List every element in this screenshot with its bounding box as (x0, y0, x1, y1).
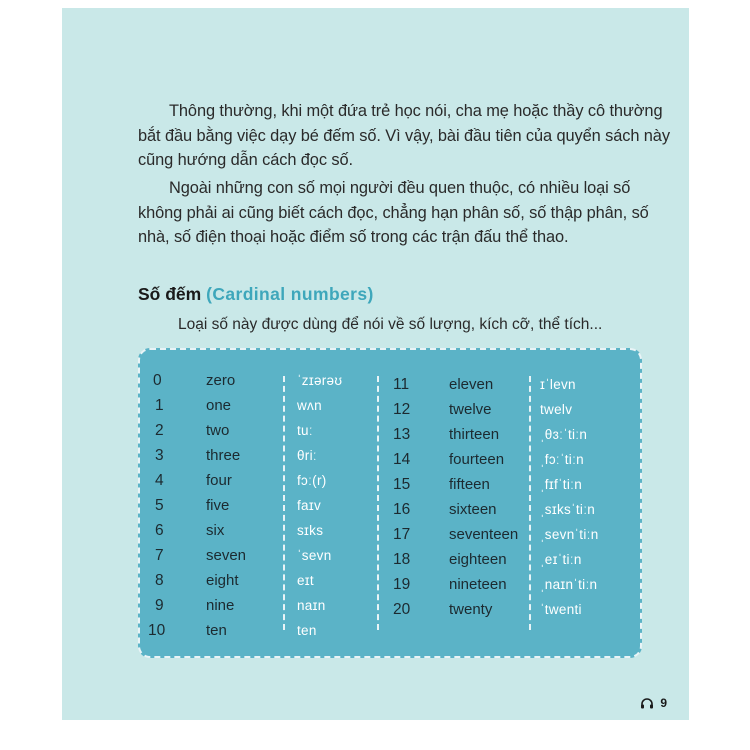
ipa-cell: faɪv (297, 498, 322, 513)
intro-paragraph-1: Thông thường, khi một đứa trẻ học nói, cha mẹ hoặc thầy cô thường bắt đầu bằng việc dạy bé đếm số. Vì vậy, bài đầu tiên của quyển sách này cũng hướng dẫn cách đọc số. (138, 102, 670, 169)
number-cell: 5 (155, 497, 164, 514)
word-cell: nine (206, 597, 235, 614)
page-number: 9 (660, 696, 667, 710)
section-title: Số đếm (138, 284, 202, 304)
table-row (379, 572, 629, 597)
section-title-english: (Cardinal numbers) (206, 284, 374, 304)
ipa-cell: eɪt (297, 573, 314, 588)
numbers-column-left (140, 350, 390, 656)
table-row (140, 518, 390, 543)
ipa-cell: ˌfɔːˈtiːn (540, 452, 584, 467)
word-cell: thirteen (449, 426, 500, 443)
section-subtitle: Loại số này được dùng để nói về số lượng, kích cỡ, thể tích... (178, 316, 603, 333)
number-cell: 10 (148, 622, 166, 639)
number-cell: 12 (393, 401, 411, 418)
ipa-cell: wʌn (297, 398, 322, 413)
numbers-column-right (379, 350, 629, 656)
number-cell: 14 (393, 451, 411, 468)
number-cell: 8 (155, 572, 164, 589)
ipa-cell: ˈtwenti (540, 602, 582, 617)
word-cell: zero (206, 372, 236, 389)
ipa-cell: ˌeɪˈtiːn (540, 552, 582, 567)
word-cell: two (206, 422, 230, 439)
ipa-cell: ˌsɪksˈtiːn (540, 502, 596, 517)
table-row (140, 393, 390, 418)
number-cell: 2 (155, 422, 164, 439)
ipa-cell: ˈsevn (297, 548, 332, 563)
word-cell: eighteen (449, 551, 507, 568)
number-cell: 16 (393, 501, 411, 518)
ipa-cell: ˌθɜːˈtiːn (540, 427, 588, 442)
number-cell: 1 (155, 397, 164, 414)
word-cell: seventeen (449, 526, 519, 543)
number-cell: 15 (393, 476, 411, 493)
number-cell: 0 (153, 372, 162, 389)
word-cell: ten (206, 622, 227, 639)
ipa-cell: twelv (540, 402, 573, 417)
table-row (140, 568, 390, 593)
number-cell: 18 (393, 551, 411, 568)
ipa-cell: tuː (297, 423, 313, 438)
number-cell: 17 (393, 526, 411, 543)
word-cell: three (206, 447, 241, 464)
word-cell: seven (206, 547, 247, 564)
table-row (379, 497, 629, 522)
ipa-cell: ˌfɪfˈtiːn (540, 477, 583, 492)
table-row (140, 618, 390, 643)
ipa-cell: fɔː(r) (297, 473, 327, 488)
ipa-cell: naɪn (297, 598, 326, 613)
page-footer (640, 696, 667, 710)
ipa-cell: ˈzɪərəʊ (297, 373, 343, 388)
word-cell: five (206, 497, 230, 514)
table-row (379, 547, 629, 572)
word-cell: fifteen (449, 476, 490, 493)
book-page (62, 8, 689, 720)
number-cell: 20 (393, 601, 411, 618)
word-cell: six (206, 522, 225, 539)
ipa-cell: ˌnaɪnˈtiːn (540, 577, 598, 592)
number-cell: 7 (155, 547, 164, 564)
number-cell: 19 (393, 576, 411, 593)
table-row (379, 447, 629, 472)
number-cell: 9 (155, 597, 164, 614)
word-cell: twenty (449, 601, 493, 618)
word-cell: nineteen (449, 576, 507, 593)
table-row (140, 468, 390, 493)
intro-paragraph-2: Ngoài những con số mọi người đều quen thuộc, có nhiều loại số không phải ai cũng biết cách đọc, chẳng hạn phân số, số thập phân, số nhà, số điện thoại hoặc điểm số trong các trận đấu thể thao. (138, 179, 649, 246)
ipa-cell: sɪks (297, 523, 324, 538)
word-cell: one (206, 397, 232, 414)
number-cell: 3 (155, 447, 164, 464)
section-heading (138, 284, 374, 305)
number-cell: 4 (155, 472, 164, 489)
table-row (140, 543, 390, 568)
table-row (379, 422, 629, 447)
word-cell: four (206, 472, 232, 489)
number-cell: 13 (393, 426, 411, 443)
table-row (379, 397, 629, 422)
word-cell: fourteen (449, 451, 505, 468)
table-row (379, 472, 629, 497)
ipa-cell: θriː (297, 448, 317, 463)
ipa-cell: ten (297, 623, 317, 638)
ipa-cell: ˌsevnˈtiːn (540, 527, 599, 542)
table-row (379, 597, 629, 622)
table-row (140, 443, 390, 468)
table-row (140, 493, 390, 518)
table-row (379, 372, 629, 397)
table-row (140, 368, 390, 393)
number-cell: 6 (155, 522, 164, 539)
table-row (379, 522, 629, 547)
table-row (140, 418, 390, 443)
ipa-cell: ɪˈlevn (540, 377, 576, 392)
word-cell: sixteen (449, 501, 497, 518)
numbers-table (138, 348, 642, 658)
headphones-icon (640, 697, 654, 709)
number-cell: 11 (393, 376, 410, 393)
word-cell: eleven (449, 376, 494, 393)
word-cell: twelve (449, 401, 492, 418)
table-row (140, 593, 390, 618)
word-cell: eight (206, 572, 239, 589)
